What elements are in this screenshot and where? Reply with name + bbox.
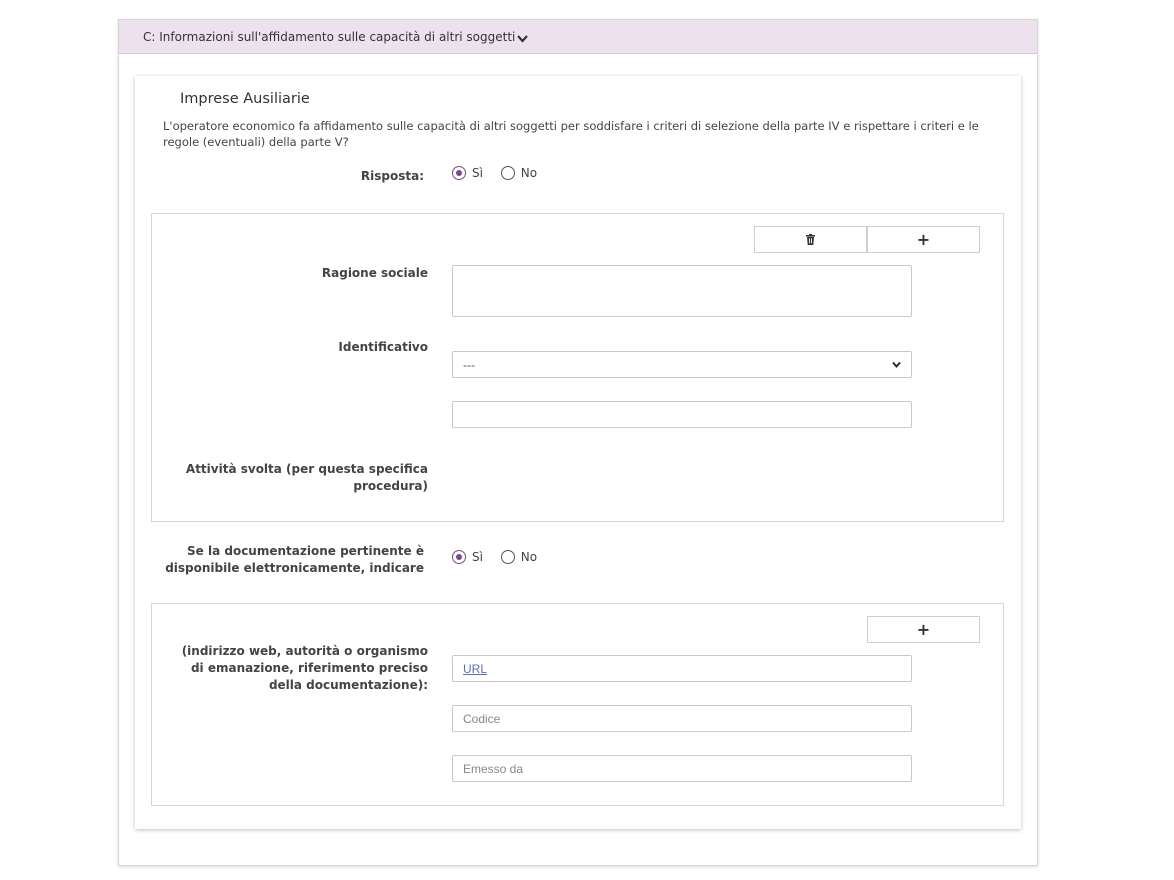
radio-label-no: No: [520, 166, 538, 180]
section-container: [118, 19, 1038, 866]
chevron-down-icon[interactable]: [517, 32, 528, 46]
documentazione-panel: [151, 603, 1004, 806]
radio-label-si: Sì: [472, 166, 483, 180]
identificativo-select[interactable]: [452, 351, 912, 378]
impresa-panel: [151, 213, 1004, 522]
trash-icon: [806, 234, 815, 245]
radio-checked-icon[interactable]: [452, 166, 466, 180]
add-button[interactable]: [867, 616, 980, 643]
identificativo-input[interactable]: [452, 401, 912, 428]
codice-input[interactable]: [452, 705, 912, 732]
documentazione-radio-no[interactable]: [501, 550, 537, 564]
card-description: L'operatore economico fa affidamento sulle capacità di altri soggetti per soddisfare i criteri di selezione della parte IV e rispettare i criteri e le regole (eventuali) della parte V?: [163, 119, 979, 149]
documentazione-radio-group: [452, 550, 551, 567]
card-title: Imprese Ausiliarie: [180, 91, 310, 107]
delete-button[interactable]: [754, 226, 867, 253]
add-button[interactable]: [867, 226, 980, 253]
plus-icon: +: [916, 230, 931, 249]
radio-label-no: No: [520, 550, 538, 564]
identificativo-label: Identificativo: [338, 340, 428, 354]
identificativo-selected: ---: [463, 357, 475, 372]
radio-label-si: Sì: [472, 550, 483, 564]
ragione-sociale-label: Ragione sociale: [321, 266, 428, 280]
section-title: C: Informazioni sull'affidamento sulle capacità di altri soggetti: [143, 30, 516, 44]
attivita-svolta-label: Attività svolta (per questa specifica procedura): [185, 462, 428, 493]
url-input[interactable]: [452, 655, 912, 682]
url-placeholder: URL: [463, 661, 488, 676]
risposta-radio-si[interactable]: [452, 166, 483, 180]
radio-checked-icon[interactable]: [452, 550, 466, 564]
plus-icon: +: [916, 620, 931, 639]
emesso-da-input[interactable]: [452, 755, 912, 782]
radio-unchecked-icon[interactable]: [501, 550, 515, 564]
chevron-down-icon: [892, 361, 901, 368]
risposta-radio-no[interactable]: [501, 166, 537, 180]
documentazione-radio-si[interactable]: [452, 550, 483, 564]
imprese-ausiliarie-card: [135, 76, 1021, 829]
section-header[interactable]: [119, 20, 1037, 54]
ragione-sociale-input[interactable]: [452, 265, 912, 317]
risposta-label: Risposta:: [360, 169, 424, 183]
documentazione-label: Se la documentazione pertinente è disponibile elettronicamente, indicare: [165, 544, 424, 575]
documentazione-fields-label: (indirizzo web, autorità o organismo di emanazione, riferimento preciso della documentazione):: [181, 644, 428, 692]
radio-unchecked-icon[interactable]: [501, 166, 515, 180]
risposta-radio-group: [452, 166, 551, 183]
